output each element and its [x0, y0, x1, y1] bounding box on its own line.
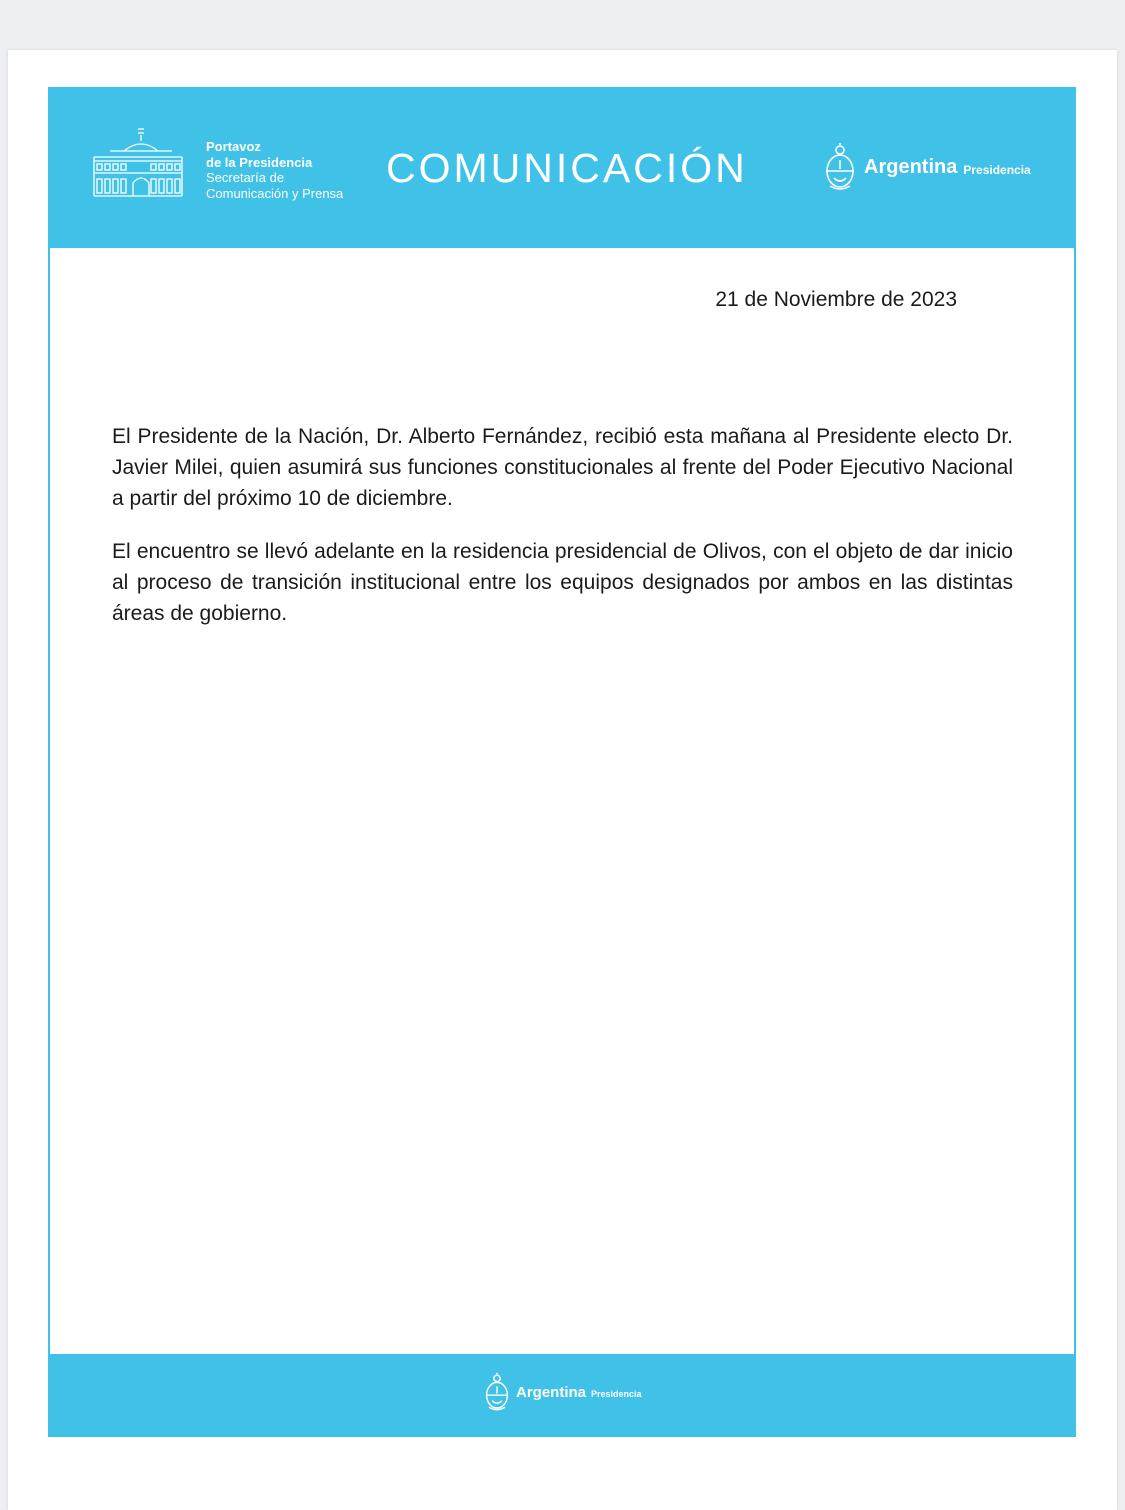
org-line-4: Comunicación y Prensa — [206, 185, 344, 201]
document-body — [112, 421, 1013, 651]
brand-name: Argentina — [864, 155, 958, 178]
national-coat-of-arms-icon — [824, 142, 856, 192]
footer-brand-name: Argentina — [516, 1383, 587, 1401]
document-header — [48, 87, 1076, 248]
footer-brand-subtitle: Presidencia — [591, 1389, 642, 1399]
org-line-2: de la Presidencia — [206, 154, 313, 170]
footer-argentina-presidencia-logo — [484, 1372, 642, 1412]
org-line-3: Secretaría de — [206, 170, 285, 185]
casa-rosada-building-icon — [92, 127, 184, 204]
document-date: 21 de Noviembre de 2023 — [715, 288, 957, 311]
argentina-presidencia-logo — [824, 142, 1031, 192]
brand-subtitle: Presidencia — [963, 163, 1031, 177]
national-coat-of-arms-icon — [484, 1372, 510, 1412]
paragraph: El encuentro se llevó adelante en la residencia presidencial de Olivos, con el objeto de dar inicio al proceso de transición institucional entre los equipos designados por ambos en las distintas áreas de gobierno. — [112, 540, 1013, 625]
page-title: COMUNICACIÓN — [386, 145, 748, 191]
org-line-1: Portavoz — [206, 139, 261, 154]
press-secretariat-label — [206, 139, 343, 201]
paragraph: El Presidente de la Nación, Dr. Alberto Fernández, recibió esta mañana al Presidente electo Dr. Javier Milei, quien asumirá sus funciones constitucionales al frente del Poder Ejecutivo Nacional a partir del próximo 10 de diciembre. — [112, 425, 1013, 510]
document-footer — [48, 1354, 1076, 1437]
